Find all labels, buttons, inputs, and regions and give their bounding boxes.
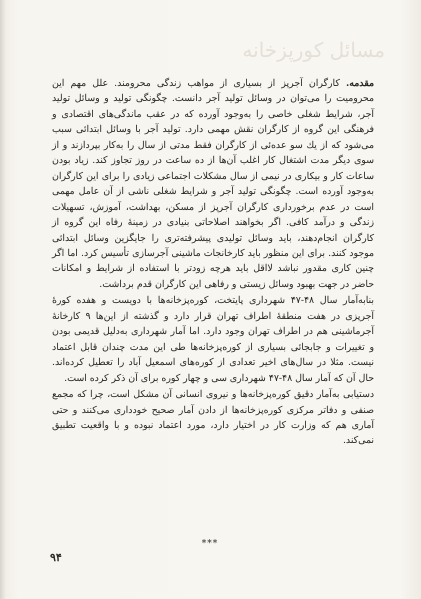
paragraph-1 bbox=[52, 76, 374, 292]
paragraph-3: دستیابی به‌آمار دقیق کوره‌پزخانه‌ها و نیروی انسانی آن مشکل است، چرا که مجمع صنفی و دفاتر مرکزی کوره‌پزخانه‌ها از دادن آمار صحیح خودداری می‌کنند و حتی آماری هم که وزارت کار در اختیار دارد، مورد اعتماد نبوده و با واقعیت تطبیق نمی‌کند. bbox=[52, 389, 374, 447]
section-lead: مقدمه. bbox=[346, 78, 374, 89]
section-separator: *** bbox=[201, 539, 219, 549]
paragraph-1-text: کارگران آجرپز از بسیاری از مواهب زندگی محرومند. علل مهم این محرومیت را می‌توان در وسائل تولید آجر دانست. چگونگی تولید و وسائل تولید آجر، شرایط شغلی خاصی را به‌وجود آورده که در عقب ماندگی‌های اقتصادی و فرهنگی این گروه از کارگران نقش مهمی دارد. تولید آجر با وسائل ابتدائی سبب می‌شود که از یك سو عده‌ئی از کارگران فقط مدتی از سال را به‌کار بپردازند و از سوی دیگر مدت اشتغال کار اغلب آن‌ها از ده ساعت در روز تجاوز کند. زیاد بودن ساعات کار و بیکاری در نیمی از سال مشکلات اجتماعی زیادی را برای این کارگران به‌وجود آورده است. چگونگی تولید آجر و شرایط شغلی ناشی از آن عامل مهمی است در عدم برخورداری کارگران آجرپز از مسکن، بهداشت، آموزش، تسهیلات زندگی و درآمد کافی. اگر بخواهند اصلاحاتی بنیادی در زمینهٔ رفاه این گروه از کارگران انجام‌دهند، باید وسائل تولیدی پیشرفته‌تری را جایگزین وسائل ابتدائی موجود کنند. برای این منظور باید کارخانجات ماشینی آجرسازی تأسیس کرد. اما اگر چنین کاری مقدور نباشد لااقل باید هرچه زودتر با استفاده از شرایط و امکانات حاضر در جهت بهبود وسائل زیستی و رفاهی این کارگران قدم برداشت. bbox=[52, 78, 374, 290]
page-edge-shadow bbox=[0, 0, 6, 599]
bleed-through-heading: مسائل کورپزخانه bbox=[242, 38, 385, 62]
page-number: ۹۴ bbox=[50, 551, 62, 564]
paragraph-2: بنابه‌آمار سال ۴۸-۴۷ شهرداری پایتخت، کوره‌پزخانه‌ها با دویست و هفده کورهٔ آجرپزی در هفت منطقهٔ اطراف تهران قرار دارد و گذشته از این‌ها ۹ کارخانهٔ آجرماشینی هم در اطراف تهران وجود دارد. اما آمار شهرداری به‌دلیل قدیمی بودن و تغییرات و جابجائی بسیاری از کوره‌پزخانه‌ها طی این مدت چندان قابل اعتماد نیست. مثلا در سال‌های اخیر تعدادی از کوره‌های اسمعیل آباد را تعطیل کرده‌اند. حال آن که آمار سال ۴۸-۴۷ شهرداری سی و چهار کوره برای آن ذکر کرده است. bbox=[52, 295, 374, 384]
body-text bbox=[52, 76, 374, 449]
